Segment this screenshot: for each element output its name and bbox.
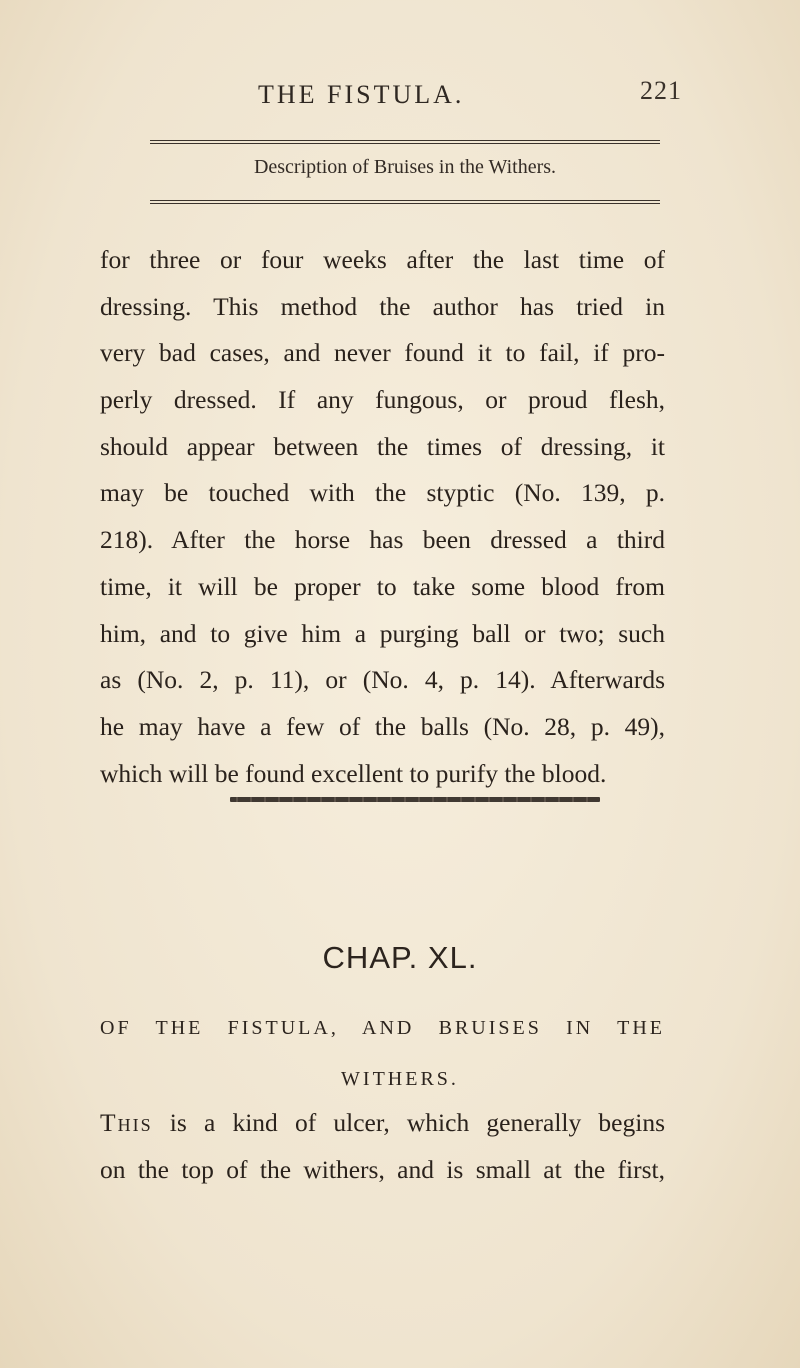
text-line: him, and to give him a purging ball or two; such [100,618,665,648]
section-subhead: Description of Bruises in the Withers. [253,156,557,178]
text-line: time, it will be proper to take some blood from [100,571,665,601]
running-title: THE FISTULA. [258,80,465,109]
opening-word: This [100,1108,153,1137]
text-line: for three or four weeks after the last time of [100,245,665,274]
text-line: perly dressed. If any fungous, or proud flesh, [100,385,665,415]
text-line: 218). After the horse has been dressed a third [100,525,665,555]
text-line: as (No. 2, p. 11), or (No. 4, p. 14). Afterwards [100,665,665,695]
text-line: may be touched with the styptic (No. 139, p. [100,478,665,508]
section-divider [230,797,600,802]
text-line: dressing. This method the author has tried in [100,291,665,321]
body-paragraph [100,237,665,797]
page-number: 221 [640,76,682,105]
header-rule-top [150,140,660,144]
chapter-title-line-1: OF THE FISTULA, AND BRUISES IN THE [100,1017,665,1039]
text-line: very bad cases, and never found it to fail, if pro- [100,338,665,368]
text-line: should appear between the times of dressing, it [100,431,665,461]
text-line: he may have a few of the balls (No. 28, p. 49), [100,711,665,741]
text-line [100,1100,665,1147]
text-line: on the top of the withers, and is small at the first, [100,1154,665,1184]
text-line: which will be found excellent to purify the blood. [100,758,607,788]
chapter-title-line-2: WITHERS. [341,1068,459,1090]
opening-line-rest: is a kind of ulcer, which generally begins [152,1108,665,1137]
chapter-opening-paragraph [100,1100,665,1193]
header-rule-bottom [150,200,660,204]
running-head [0,76,800,120]
chapter-heading: CHAP. XL. [322,940,478,975]
